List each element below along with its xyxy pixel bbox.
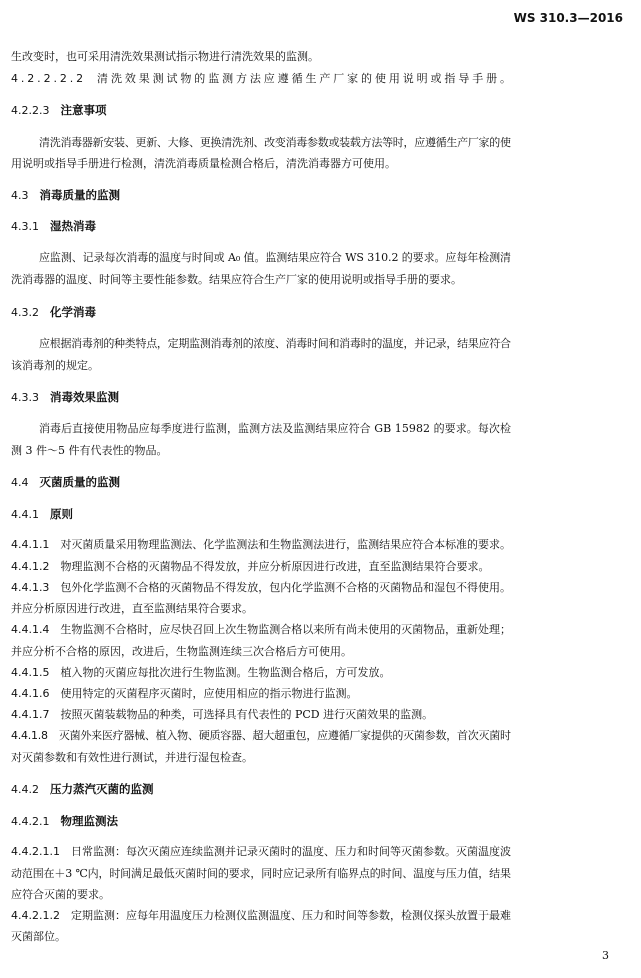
clause-number: 4.4.1.7 [11,708,50,721]
clause-text: 生物监测不合格时，应尽快召回上次生物监测合格以来所有尚未使用的灭菌物品，重新处理； [60,623,512,636]
standard-code-header: WS 310.3—2016 [513,11,623,25]
paragraph-line: 消毒后直接使用物品应每季度进行监测，监测方法及监测结果应符合 GB 15982 的要求。每次检 [39,422,512,435]
heading-text: 灭菌质量的监测 [39,475,120,489]
clause-number: 4.4.1.3 [11,581,50,594]
heading-text: 注意事项 [60,103,107,117]
clause-text: 定期监测：应每年用温度压力检测仪监测温度、压力和时间等参数，检测仪探头放置于最难 [70,909,511,922]
clause-4-4-1-7 [11,707,511,723]
paragraph-line: 洗消毒器的温度、时间等主要性能参数。结果应符合生产厂家的使用说明或指导手册的要求。 [11,273,462,286]
clause-continuation: 灭菌部位。 [11,930,66,943]
clause-continuation: 应符合灭菌的要求。 [11,888,110,901]
heading-number: 4.3.1 [11,220,39,233]
clause-4-4-1-2 [11,559,511,575]
clause-4-4-2-1-1 [11,844,511,860]
clause-4-4-1-8 [11,728,511,744]
clause-4-4-1-1 [11,537,511,553]
paragraph-line: 该消毒剂的规定。 [11,359,99,372]
heading-4-4-2-1 [11,813,511,829]
heading-number: 4.4 [11,476,29,489]
paragraph-line: 用说明或指导手册进行检测，清洗消毒质量检测合格后，清洗消毒器方可使用。 [11,157,396,170]
clause-number: 4.4.1.2 [11,560,50,573]
clause-4-4-1-3 [11,580,511,596]
paragraph-line: 应监测、记录每次消毒的温度与时间或 A₀ 值。监测结果应符合 WS 310.2 的要求。应每年检测清 [39,251,511,264]
heading-text: 物理监测法 [60,814,118,828]
heading-number: 4.4.2.1 [11,815,50,828]
heading-number: 4.3.2 [11,306,39,319]
heading-4-3-3 [11,389,511,405]
paragraph-line: 清洗消毒器新安装、更新、大修、更换清洗剂、改变消毒参数或装载方法等时，应遵循生产厂家的使 [39,136,511,149]
paragraph-line: 测 3 件～5 件有代表性的物品。 [11,444,168,457]
heading-4-3-1 [11,218,511,234]
heading-text: 消毒质量的监测 [39,188,120,202]
heading-text: 化学消毒 [50,305,96,319]
clause-4-4-2-1-2 [11,908,511,924]
paragraph-line: 生改变时，也可采用清洗效果测试指示物进行清洗效果的监测。 [11,50,319,63]
clause-continuation: 并应分析不合格的原因，改进后，生物监测连续三次合格后方可使用。 [11,645,352,658]
clause-number: 4.4.1.1 [11,538,50,551]
clause-text: 对灭菌质量采用物理监测法、化学监测法和生物监测法进行，监测结果应符合本标准的要求。 [60,538,512,551]
clause-number: 4.4.2.1.1 [11,845,60,858]
heading-number: 4.3.3 [11,391,39,404]
clause-number: 4.2.2.2.2 [11,72,87,85]
paragraph-line: 应根据消毒剂的种类特点，定期监测消毒剂的浓度、消毒时间和消毒时的温度，并记录，结果应符合 [39,337,511,350]
clause-text: 日常监测：每次灭菌应连续监测并记录灭菌时的温度、压力和时间等灭菌参数。灭菌温度波 [70,845,511,858]
heading-number: 4.4.2 [11,783,39,796]
heading-4-4 [11,474,511,490]
clause-continuation: 动范围在＋3 ℃内，时间满足最低灭菌时间的要求，同时应记录所有临界点的时间、温度与压力值，结果 [11,867,511,880]
heading-text: 原则 [50,507,73,521]
heading-number: 4.3 [11,189,29,202]
heading-number: 4.4.1 [11,508,39,521]
clause-text: 包外化学监测不合格的灭菌物品不得发放，包内化学监测不合格的灭菌物品和湿包不得使用。 [60,581,512,594]
page-number: 3 [602,949,609,962]
clause-4-4-1-4 [11,622,511,638]
clause-4-4-1-6 [11,686,511,702]
heading-4-3 [11,187,511,203]
clause-4-4-1-5 [11,665,511,681]
clause-text: 灭菌外来医疗器械、植入物、硬质容器、超大超重包，应遵循厂家提供的灭菌参数，首次灭菌时 [58,729,511,742]
clause-text: 使用特定的灭菌程序灭菌时，应使用相应的指示物进行监测。 [60,687,358,700]
heading-4-2-2-3 [11,102,511,118]
clause-number: 4.4.1.6 [11,687,50,700]
heading-4-3-2 [11,304,511,320]
clause-number: 4.4.1.4 [11,623,50,636]
clause-text: 按照灭菌装载物品的种类，可选择具有代表性的 PCD 进行灭菌效果的监测。 [60,708,434,721]
heading-text: 湿热消毒 [50,219,96,233]
heading-4-4-1 [11,506,511,522]
clause-number: 4.4.2.1.2 [11,909,60,922]
clause-text: 物理监测不合格的灭菌物品不得发放，并应分析原因进行改进，直至监测结果符合要求。 [60,560,490,573]
clause-text: 植入物的灭菌应每批次进行生物监测。生物监测合格后，方可发放。 [60,666,391,679]
heading-text: 消毒效果监测 [50,390,119,404]
heading-text: 压力蒸汽灭菌的监测 [50,782,154,796]
clause-continuation: 并应分析原因进行改进，直至监测结果符合要求。 [11,602,253,615]
clause-text: 清洗效果测试物的监测方法应遵循生产厂家的使用说明或指导手册。 [97,72,514,85]
heading-4-4-2 [11,781,511,797]
clause-4-2-2-2-2 [11,71,514,87]
clause-number: 4.4.1.8 [11,729,48,742]
clause-continuation: 对灭菌参数和有效性进行测试，并进行湿包检查。 [11,751,253,764]
clause-number: 4.4.1.5 [11,666,50,679]
heading-number: 4.2.2.3 [11,104,50,117]
